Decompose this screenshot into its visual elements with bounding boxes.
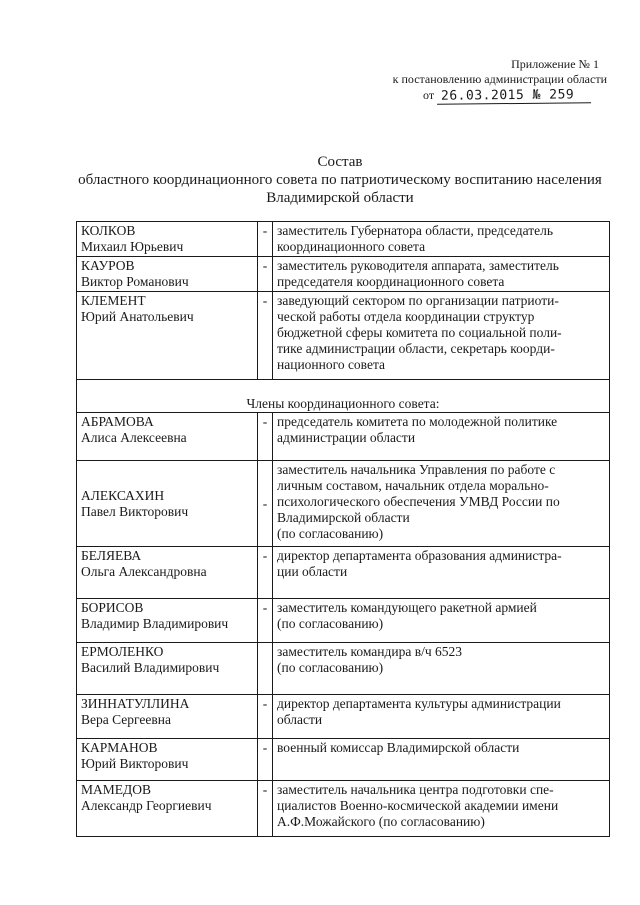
person-given-names: Юрий Анатольевич	[81, 309, 194, 324]
separator-dash-cell	[258, 461, 273, 547]
member-row	[77, 599, 610, 643]
person-given-names: Михаил Юрьевич	[81, 239, 184, 254]
members-heading-row	[77, 380, 610, 413]
member-row	[77, 461, 610, 547]
person-role-cell	[273, 695, 610, 739]
separator-dash: -	[262, 414, 268, 429]
role-text-line: личным составом, начальник отдела морально-	[277, 478, 549, 493]
person-surname: БОРИСОВ	[81, 600, 144, 615]
document-title	[40, 153, 640, 207]
separator-dash: -	[262, 740, 268, 755]
person-role-cell	[273, 643, 610, 695]
appendix-reference	[361, 57, 607, 104]
leadership-row	[77, 222, 610, 257]
member-row	[77, 643, 610, 695]
separator-dash: -	[262, 696, 268, 711]
person-name-cell	[77, 599, 258, 643]
person-given-names: Владимир Владимирович	[81, 616, 229, 631]
members-heading: Члены координационного совета:	[246, 396, 440, 411]
role-text-line: ческой работы отдела координации структур	[277, 309, 535, 324]
person-surname: ЗИННАТУЛЛИНА	[81, 696, 190, 711]
separator-dash: -	[262, 258, 268, 273]
member-row	[77, 547, 610, 599]
person-role-cell	[273, 292, 610, 380]
person-surname: КЛЕМЕНТ	[81, 293, 146, 308]
separator-dash: -	[262, 495, 268, 511]
separator-dash-cell	[258, 781, 273, 837]
separator-dash: -	[262, 782, 268, 797]
person-role-cell	[273, 599, 610, 643]
person-name-cell	[77, 781, 258, 837]
role-text-line: бюджетной сферы комитета по социальной поли-	[277, 325, 562, 340]
leadership-row	[77, 257, 610, 292]
person-name-cell	[77, 643, 258, 695]
role-text-line: психологического обеспечения УМВД России по	[277, 494, 560, 509]
person-name-cell	[77, 222, 258, 257]
title-line-1: Состав	[317, 154, 363, 170]
person-surname: БЕЛЯЕВА	[81, 548, 142, 563]
person-given-names: Алиса Алексеевна	[81, 430, 187, 445]
person-role-cell	[273, 413, 610, 461]
person-name-cell	[77, 257, 258, 292]
role-text-line: циалистов Военно-космической академии имени	[277, 798, 559, 813]
appendix-ref: к постановлению администрации области	[392, 72, 607, 86]
role-text-line: (по согласованию)	[277, 526, 384, 541]
members-section	[77, 413, 610, 837]
person-role-cell	[273, 739, 610, 781]
role-text-line: координационного совета	[277, 239, 426, 254]
person-given-names: Александр Георгиевич	[81, 798, 212, 813]
role-text-line: военный комиссар Владимирской области	[277, 740, 520, 755]
person-surname: КАУРОВ	[81, 258, 135, 273]
role-text-line: тике администрации области, секретарь коорди-	[277, 341, 555, 356]
separator-dash-cell	[258, 292, 273, 380]
role-text-line: заместитель начальника центра подготовки спе-	[277, 782, 554, 797]
role-text-line: ции области	[277, 564, 348, 579]
role-text-line: директор департамента культуры администрации	[277, 696, 561, 711]
role-text-line: заместитель командира в/ч 6523	[277, 644, 463, 659]
member-row	[77, 413, 610, 461]
person-role-cell	[273, 781, 610, 837]
role-text-line: директор департамента образования администра-	[277, 548, 562, 563]
separator-dash-cell	[258, 222, 273, 257]
title-line-3: Владимирской области	[266, 190, 414, 206]
separator-dash-cell	[258, 547, 273, 599]
role-text-line: области	[277, 712, 323, 727]
person-surname: ЕРМОЛЕНКО	[81, 644, 164, 659]
person-given-names: Вера Сергеевна	[81, 712, 171, 727]
title-line-2: областного координационного совета по патриотическому воспитанию населения	[78, 172, 602, 188]
role-text-line: А.Ф.Можайского (по согласованию)	[277, 814, 485, 829]
separator-dash: -	[262, 600, 268, 615]
person-name-cell	[77, 547, 258, 599]
role-text-line: национного совета	[277, 357, 386, 372]
role-text-line: (по согласованию)	[277, 616, 384, 631]
member-row	[77, 781, 610, 837]
role-text-line: председатель комитета по молодежной политике	[277, 414, 558, 429]
leadership-section	[77, 222, 610, 380]
separator-dash: -	[262, 223, 268, 238]
role-text-line: администрации области	[277, 430, 416, 445]
separator-dash-cell	[258, 257, 273, 292]
person-given-names: Ольга Александровна	[81, 564, 207, 579]
person-name-cell	[77, 413, 258, 461]
person-given-names: Василий Владимирович	[81, 660, 220, 675]
leadership-row	[77, 292, 610, 380]
person-given-names: Виктор Романович	[81, 274, 189, 289]
appendix-title: Приложение № 1	[511, 57, 599, 71]
person-surname: КОЛКОВ	[81, 223, 136, 238]
handwritten-date-number: 26.03.2015 № 259	[437, 88, 591, 105]
person-role-cell	[273, 222, 610, 257]
person-surname: МАМЕДОВ	[81, 782, 151, 797]
person-name-cell	[77, 739, 258, 781]
person-surname: АЛЕКСАХИН	[81, 487, 165, 503]
separator-dash-cell	[258, 599, 273, 643]
person-role-cell	[273, 461, 610, 547]
person-surname: КАРМАНОВ	[81, 740, 158, 755]
person-role-cell	[273, 547, 610, 599]
person-role-cell	[273, 257, 610, 292]
role-text-line: заведующий сектором по организации патриоти-	[277, 293, 559, 308]
member-row	[77, 695, 610, 739]
person-surname: АБРАМОВА	[81, 414, 154, 429]
separator-dash-cell	[258, 643, 273, 695]
separator-dash: -	[262, 548, 268, 563]
role-text-line: заместитель руководителя аппарата, заместитель	[277, 258, 559, 273]
person-given-names: Юрий Викторович	[81, 756, 189, 771]
council-roster-table	[76, 221, 610, 837]
person-name-cell	[77, 695, 258, 739]
separator-dash-cell	[258, 739, 273, 781]
role-text-line: Владимирской области	[277, 510, 410, 525]
separator-dash: -	[262, 293, 268, 308]
members-heading-section	[77, 380, 610, 413]
date-prefix: от	[423, 88, 435, 102]
person-given-names: Павел Викторович	[81, 503, 189, 519]
role-text-line: заместитель начальника Управления по работе с	[277, 462, 556, 477]
person-name-cell	[77, 292, 258, 380]
role-text-line: заместитель Губернатора области, председатель	[277, 223, 554, 238]
role-text-line: председателя координационного совета	[277, 274, 505, 289]
appendix-date-line	[361, 88, 601, 104]
person-name-cell	[77, 461, 258, 547]
member-row	[77, 739, 610, 781]
separator-dash-cell	[258, 413, 273, 461]
role-text-line: (по согласованию)	[277, 660, 384, 675]
separator-dash-cell	[258, 695, 273, 739]
role-text-line: заместитель командующего ракетной армией	[277, 600, 537, 615]
